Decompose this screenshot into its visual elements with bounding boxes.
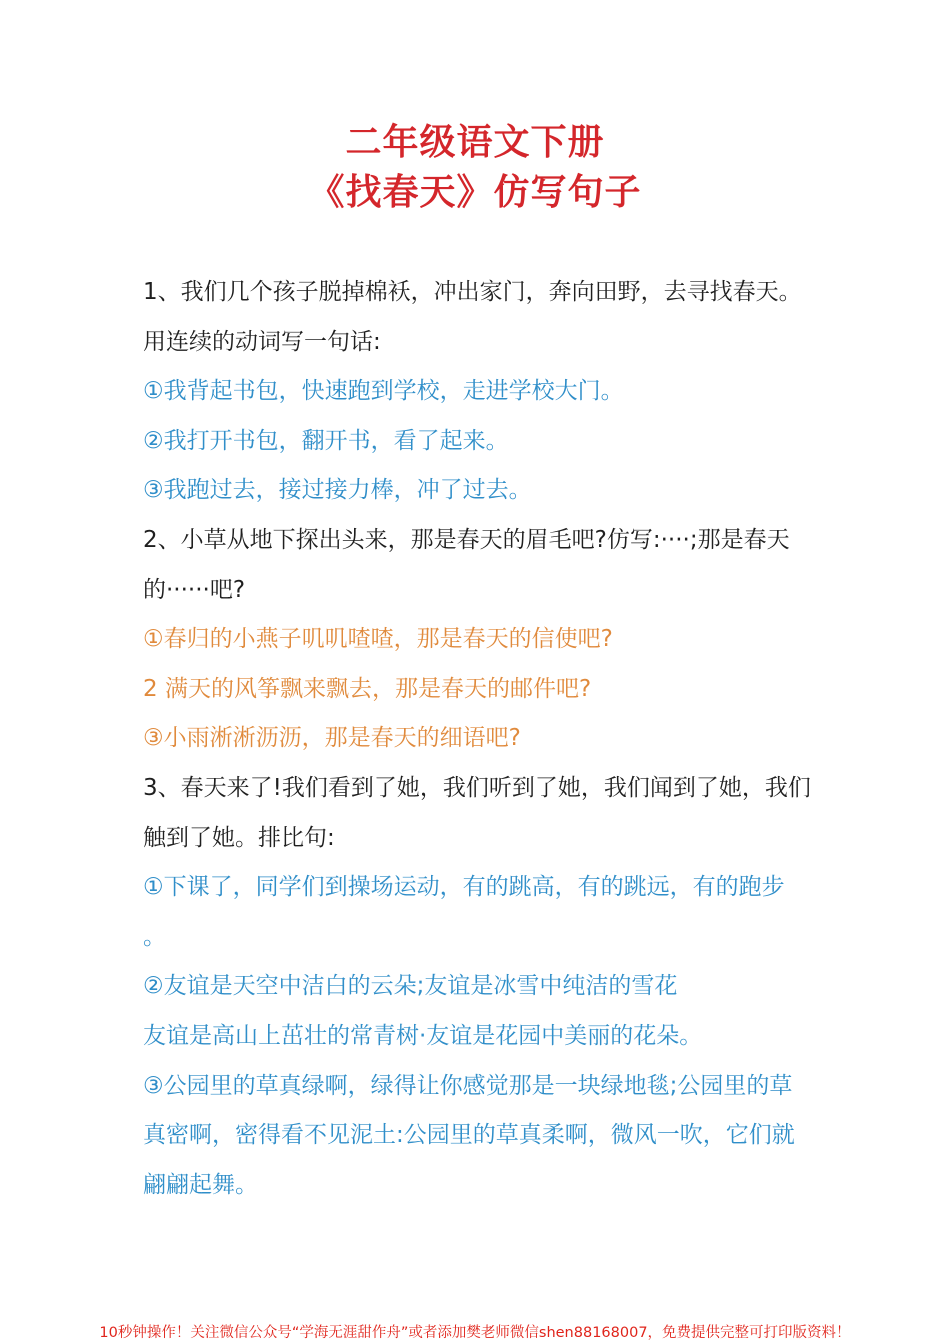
title-line-1: 二年级语文下册 [345, 122, 605, 163]
section2-question-line-2: 的······吧? [143, 576, 246, 603]
section2-answer-2: 2 满天的风筝飘来飘去，那是春天的邮件吧? [143, 675, 592, 702]
section3-answer-line-5: ③公园里的草真绿啊，绿得让你感觉那是一块绿地毯;公园里的草 [143, 1072, 793, 1099]
section3-answer-line-1: ①下课了，同学们到操场运动，有的跳高，有的跳远，有的跑步 [143, 874, 785, 901]
document-title [0, 118, 950, 218]
section1-answer-1: ①我背起书包，快速跑到学校，走进学校大门。 [143, 378, 624, 405]
section2-question-line-1: 2、小草从地下探出头来，那是春天的眉毛吧?仿写:····;那是春天 [143, 526, 790, 553]
section1-instruction: 用连续的动词写一句话: [143, 328, 381, 355]
title-line-2: 《找春天》仿写句子 [308, 172, 642, 213]
section1-question: 1、我们几个孩子脱掉棉袄，冲出家门，奔向田野，去寻找春天。 [143, 279, 802, 305]
section3-answer-line-2: 。 [143, 923, 166, 950]
section2-answer-3: ③小雨淅淅沥沥，那是春天的细语吧? [143, 725, 521, 752]
section2-answer-1: ①春归的小燕子叽叽喳喳，那是春天的信使吧? [143, 626, 613, 653]
section3-answer-line-7: 翩翩起舞。 [143, 1171, 258, 1198]
section3-question-line-1: 3、春天来了!我们看到了她，我们听到了她，我们闻到了她，我们 [143, 774, 811, 801]
section1-answer-3: ③我跑过去，接过接力棒，冲了过去。 [143, 477, 532, 504]
section1-answer-2: ②我打开书包，翻开书，看了起来。 [143, 427, 509, 454]
section3-question-line-2: 触到了她。排比句: [143, 824, 335, 851]
document-body [143, 268, 823, 1210]
section3-answer-line-6: 真密啊，密得看不见泥土:公园里的草真柔啊，微风一吹，它们就 [143, 1122, 795, 1149]
section3-answer-line-4: 友谊是高山上茁壮的常青树·友谊是花园中美丽的花朵。 [143, 1022, 703, 1049]
footer-notice: 10秒钟操作！关注微信公众号“学海无涯甜作舟”或者添加樊老师微信shen88168007，免费提供完整可打印版资料！ [99, 1325, 851, 1341]
section3-answer-line-3: ②友谊是天空中洁白的云朵;友谊是冰雪中纯洁的雪花 [143, 973, 678, 1000]
